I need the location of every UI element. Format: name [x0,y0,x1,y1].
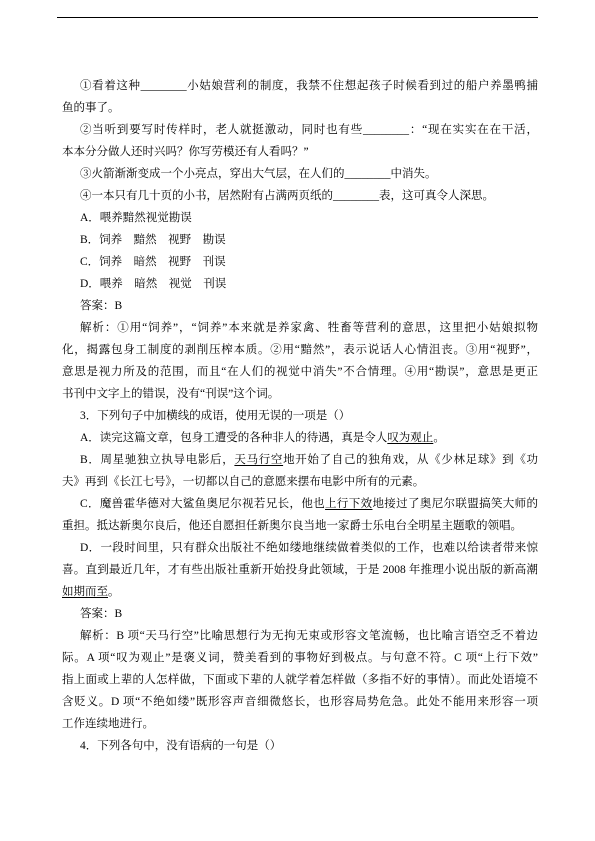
analysis-line: 意思是视力所及的范围，而且“在人们的视觉中消失”不合情理。④用“勘误”，意思是更正 [62,366,538,378]
answer-text: 答案：B [80,608,123,620]
analysis-line: 化，揭露包身工制度的剥削压榨本质。②用“黯然”，表示说话人心情沮丧。③用“视野”， [62,344,538,356]
sentence-line: ①看着这种________小姑娘营利的制度，我禁不住想起孩子时候看到过的船户养墨鸭捕 [80,80,538,92]
header-rule [57,17,538,18]
analysis-line: 际。A 项“叹为观止”是褒义词，赞美看到的事物好到极点。与句意不符。C 项“上行下效” [62,652,538,664]
sentence-line: ③火箭渐渐变成一个小亮点，穿出大气层，在人们的________中消失。 [80,168,437,180]
question-4 [62,735,538,757]
analysis-line: 工作连续地进行。 [62,718,154,730]
option-line: D．一段时间里，只有群众出版社不绝如缕地继续做着类似的工作，也难以给读者带来惊 [80,542,538,554]
text-segment: 地开始了自己的独角戏，从《少林足球》到《功 [283,454,539,466]
option-b: B．饲养 黯然 视野 勘误 [80,234,226,246]
answer-text: 答案：B [80,300,123,312]
analysis-line: 指上面或上辈的人怎样做，下面或下辈的人就学着怎样做（多指不好的事情）。而此处语境不 [62,674,538,686]
underlined-idiom: 天马行空 [234,454,284,466]
option-b [62,449,538,493]
analysis [62,625,538,735]
text-segment: B．周星驰独立执导电影后， [80,454,235,466]
analysis [62,317,538,405]
underlined-idiom: 如期而至 [62,586,108,598]
text-segment: A．读完这篇文章，包身工遭受的各种非人的待遇，真是令人 [80,432,388,444]
option-line [62,493,538,515]
question-stem: 4．下列各句中，没有语病的一句是（） [80,740,282,752]
text-segment: C．魔兽霍华德对大鲨鱼奥尼尔视若兄长，他也 [80,498,326,510]
option-a: A．喂养黯然视觉勘误 [80,212,192,224]
option-line: 夫》再到《长江七号》，一切都以自己的意愿来摆布电影中所有的元素。 [62,476,425,488]
sentence-line: 鱼的事了。 [62,102,120,114]
analysis-line: 解析：B 项“天马行空”比喻思想行为无拘无束或形容文笔流畅，也比喻言语空乏不着边 [80,630,538,642]
option-line [62,581,538,603]
underlined-idiom: 叹为观止 [387,432,434,444]
question-3 [62,405,538,735]
option-line [62,427,538,449]
analysis-line: 书刊中文字上的错误，没有“刊误”这个词。 [62,388,280,400]
text-segment: 地接过了奥尼尔联盟搞笑大师的 [372,498,539,510]
sentence-item [62,75,538,119]
option-d [62,537,538,603]
sentence-item [62,119,538,163]
option-c: C．饲养 暗然 视野 刊误 [80,256,226,268]
document-body [62,75,538,757]
option-line: 喜。直到最近几年，才有些出版社重新开始投身此领域，于是 2008 年推理小说出版的新高潮 [62,564,538,576]
sentence-item [62,185,538,207]
text-segment: 。 [433,432,445,444]
option-line [62,449,538,471]
question-2 [62,75,538,405]
option-a [62,427,538,449]
sentence-item [62,163,538,185]
sentence-line: ④一本只有几十页的小书，居然附有占满两页纸的________表，这可真令人深思。 [80,190,494,202]
question-stem: 3．下列句子中加横线的成语，使用无误的一项是（） [80,410,351,422]
underlined-idiom: 上行下效 [325,498,373,510]
option-c [62,493,538,537]
analysis-line: 解析：①用“饲养”，“饲养”本来就是养家禽、牲畜等营利的意思，这里把小姑娘拟物 [80,322,538,334]
text-segment: 。 [108,586,120,598]
option-d: D．喂养 暗然 视觉 刊误 [80,278,227,290]
sentence-line: ②当听到要写时传样时，老人就挺激动，同时也有些________：“现在实实在在干活， [80,124,538,136]
option-line: 重担。抵达新奥尔良后，他还自愿担任新奥尔良当地一家爵士乐电台全明星主题歌的领唱。 [62,520,522,532]
sentence-line: 本本分分做人还时兴吗？你写劳模还有人看吗？” [62,146,309,158]
analysis-line: 含贬义。D 项“不绝如缕”既形容声音细微悠长，也形容局势危急。此处不能用来形容一项 [62,696,538,708]
